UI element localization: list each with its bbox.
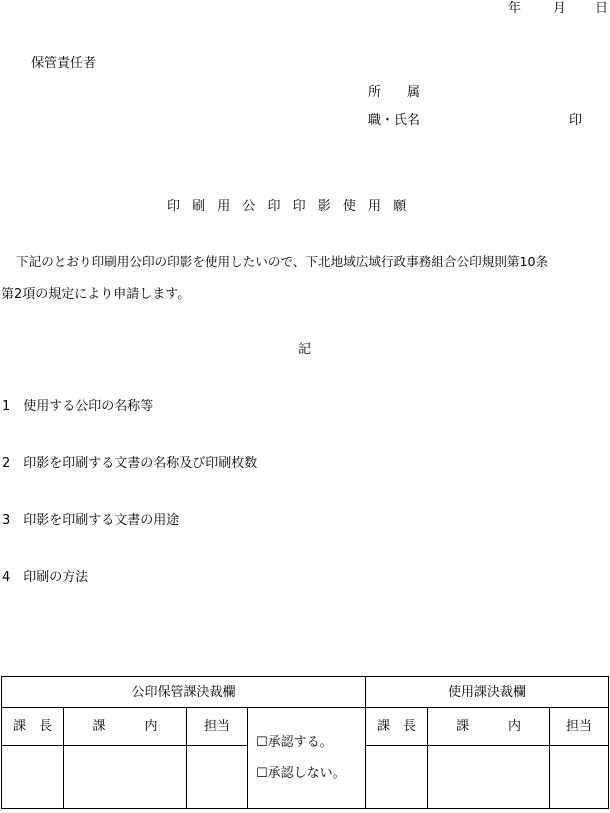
date-day: 日 (595, 1, 609, 16)
date-year: 年 (508, 1, 522, 16)
left-col-section: 課 内 (64, 708, 187, 746)
item-1: 1 使用する公印の名称等 (2, 399, 154, 414)
addressee: 保管責任者 (31, 56, 97, 71)
left-staff-seal-box[interactable] (187, 746, 248, 809)
document-title: 印 刷 用 公 印 印 影 使 用 願 (167, 199, 411, 214)
left-col-chief: 課 長 (2, 708, 64, 746)
seal-mark: 印 (569, 113, 583, 128)
left-chief-seal-box[interactable] (2, 746, 64, 809)
date-month: 月 (553, 1, 567, 16)
item-4: 4 印刷の方法 (2, 570, 89, 585)
approval-cell (248, 708, 366, 809)
left-section-seal-box[interactable] (64, 746, 187, 809)
body-text-line1: 下記のとおり印刷用公印の印影を使用したいので、下北地域広域行政事務組合公印規則第10条 (16, 254, 549, 269)
affiliation-label: 所 属 (368, 85, 421, 100)
right-staff-seal-box[interactable] (550, 746, 609, 809)
right-section-seal-box[interactable] (428, 746, 550, 809)
body-text-line2: 第2項の規定により申請します。 (1, 287, 191, 302)
ki-heading: 記 (298, 342, 312, 357)
right-col-chief: 課 長 (366, 708, 428, 746)
item-2: 2 印影を印刷する文書の名称及び印刷枚数 (2, 456, 258, 471)
left-header: 公印保管課決裁欄 (2, 677, 366, 708)
item-3: 3 印影を印刷する文書の用途 (2, 513, 180, 528)
left-col-staff: 担当 (187, 708, 248, 746)
right-chief-seal-box[interactable] (366, 746, 428, 809)
decision-table (1, 676, 609, 809)
right-col-staff: 担当 (550, 708, 609, 746)
approve-checkbox[interactable]: ☐承認する。 (256, 735, 333, 750)
right-col-section: 課 内 (428, 708, 550, 746)
reject-checkbox[interactable]: ☐承認しない。 (256, 766, 346, 781)
name-label: 職・氏名 (368, 113, 421, 128)
right-header: 使用課決裁欄 (366, 677, 609, 708)
